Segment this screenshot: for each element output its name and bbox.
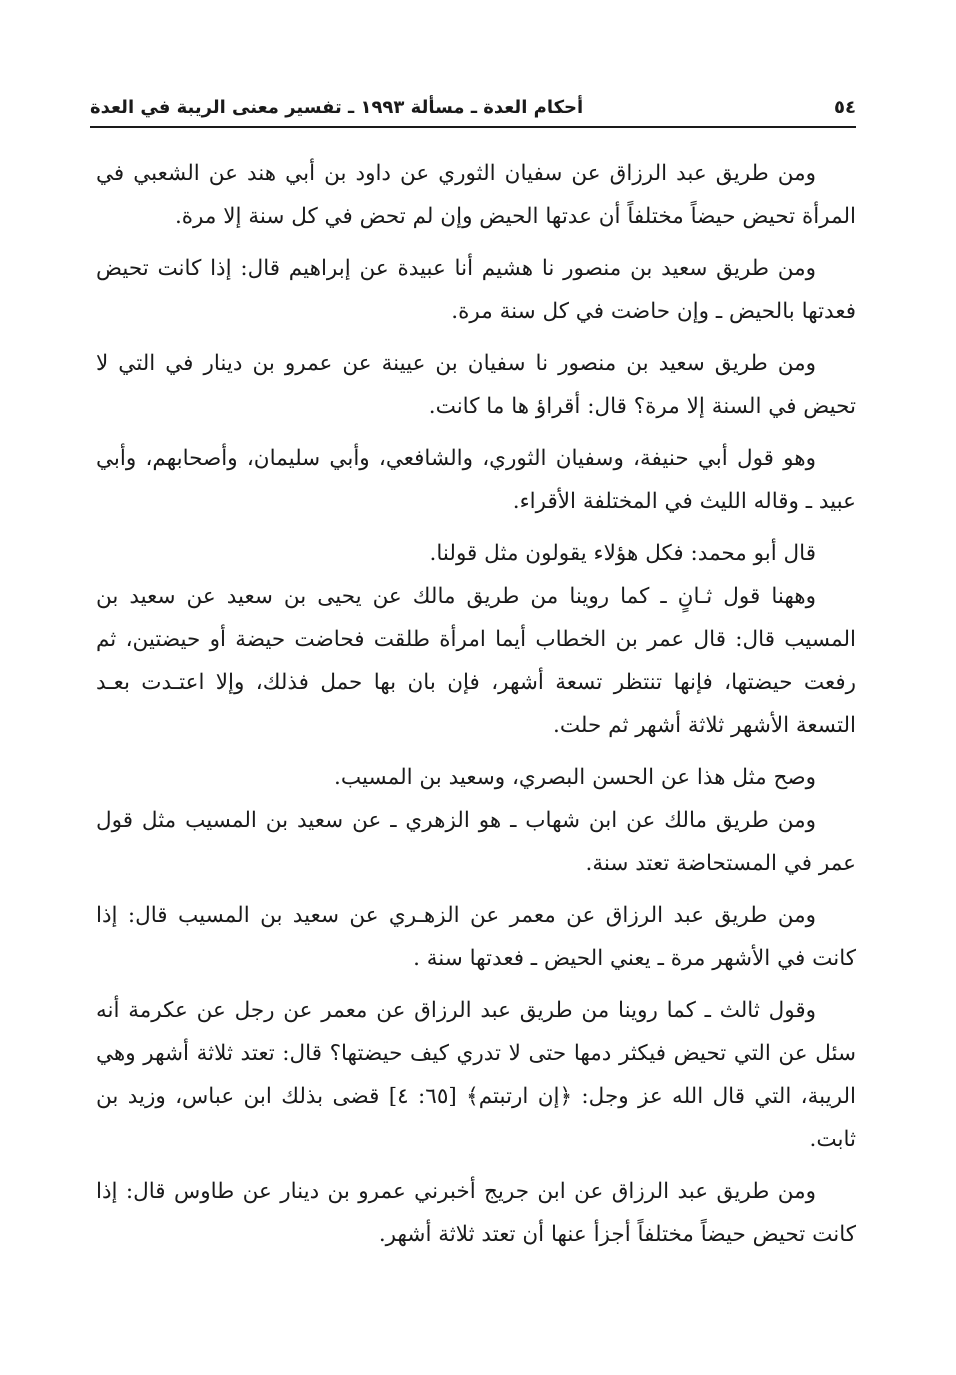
header-divider (90, 126, 856, 128)
paragraph-5: قال أبو محمد: فكل هؤلاء يقولون مثل قولنا. (429, 541, 816, 566)
paragraph-8: ومن طريق مالك عن ابن شهاب ـ هو الزهري ـ عن سعيد بن المسيب مثل قول عمر في المستحاضة تعتد سنة. (96, 808, 856, 876)
paragraph-3: ومن طريق سعيد بن منصور نا سفيان بن عيينة عن عمرو بن دينار في التي لا تحيض في السنة إلا مرة؟ قال: أقراؤ ها ما كانت. (96, 351, 856, 419)
paragraph-1: ومن طريق عبد الرزاق عن سفيان الثوري عن داود بن أبي هند عن الشعبي في المرأة تحيض حيضاً مختلفاً أن عدتها الحيض وإن لم تحض في كل سنة إلا مرة. (96, 161, 856, 229)
page-header (90, 78, 856, 118)
paragraph-10: وقول ثالث ـ كما روينا من طريق عبد الرزاق عن معمر عن رجل عن عكرمة أنه سئل عن التي تحيض فيكثر دمها حتى لا تدري كيف حيضتها؟ قال: تعتد ثلاثة أشهر وهي الريبة، التي قال الله عز وجل: ﴿إن ارتبتم﴾ [٦٥: ٤] قضى بذلك ابن عباس، وزيد بن ثابت. (96, 998, 856, 1152)
paragraph-9: ومن طريق عبد الرزاق عن معمر عن الزهـري عن سعيد بن المسيب قال: إذا كانت في الأشهر مرة ـ يعني الحيض ـ فعدتها سنة . (96, 903, 856, 971)
paragraph-11: ومن طريق عبد الرزاق عن ابن جريج أخبرني عمرو بن دينار عن طاوس قال: إذا كانت تحيض حيضاً مختلفاً أجزأ عنها أن تعتد ثلاثة أشهر. (96, 1179, 856, 1247)
page-body (96, 152, 856, 1256)
page-number: ٥٤ (834, 97, 856, 118)
paragraph-4: وهو قول أبي حنيفة، وسفيان الثوري، والشافعي، وأبي سليمان، وأصحابهم، وأبي عبيد ـ وقاله الليث في المختلفة الأقراء. (96, 446, 856, 514)
running-title: أحكام العدة ـ مسألة ١٩٩٣ ـ تفسير معنى الريبة في العدة (90, 97, 584, 118)
paragraph-2: ومن طريق سعيد بن منصور نا هشيم أنا عبيدة عن إبراهيم قال: إذا كانت تحيض فعدتها بالحيض ـ وإن حاضت في كل سنة مرة. (96, 256, 856, 324)
paragraph-7: وصح مثل هذا عن الحسن البصري، وسعيد بن المسيب. (334, 765, 816, 790)
paragraph-6: وههنا قول ثـانٍ ـ كما روينا من طريق مالك عن يحيى بن سعيد عن سعيد بن المسيب قال: قال عمر بن الخطاب أيما امرأة طلقت فحاضت حيضة أو حيضتين، ثم رفعت حيضتها، فإنها تنتظر تسعة أشهر، فإن بان بها حمل فذلك، وإلا اعتـدت بعـد التسعة الأشهر ثلاثة أشهر ثم حلت. (96, 584, 856, 738)
